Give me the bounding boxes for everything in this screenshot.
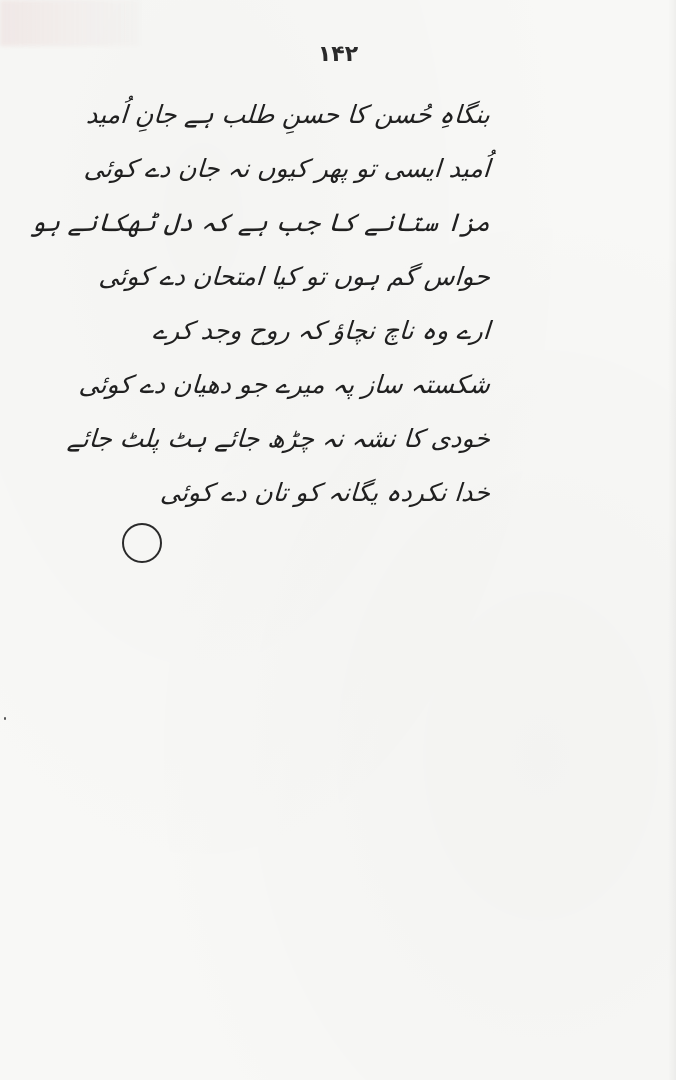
verse-line: شکستہ ساز پہ میرے جو دھیان دے کوئی bbox=[77, 370, 492, 399]
verse-line: ارے وہ ناچ نچاؤ کہ روح وجد کرے bbox=[151, 316, 492, 345]
page-edge-shadow bbox=[668, 0, 676, 1080]
paper-smudge bbox=[0, 0, 140, 46]
poem-verses bbox=[29, 88, 492, 520]
end-circle-icon bbox=[122, 523, 162, 563]
ink-speck bbox=[4, 717, 6, 720]
verse-line: خودی کا نشہ نہ چڑھ جائے ہٹ پلٹ جائے bbox=[66, 424, 492, 453]
verse-line: اُمید ایسی تو پھر کیوں نہ جان دے کوئی bbox=[83, 154, 492, 183]
verse-line: حواس گم ہوں تو کیا امتحان دے کوئی bbox=[97, 262, 492, 291]
verse-line: بنگاہِ حُسن کا حسنِ طلب ہے جانِ اُمید bbox=[85, 100, 492, 129]
page-number: ۱۴۲ bbox=[317, 42, 359, 67]
verse-line: خدا نکردہ یگانہ کو تان دے کوئی bbox=[159, 478, 492, 507]
verse-line: مزا ستانے کا جب ہے کہ دل ٹھکانے ہو bbox=[29, 208, 492, 237]
